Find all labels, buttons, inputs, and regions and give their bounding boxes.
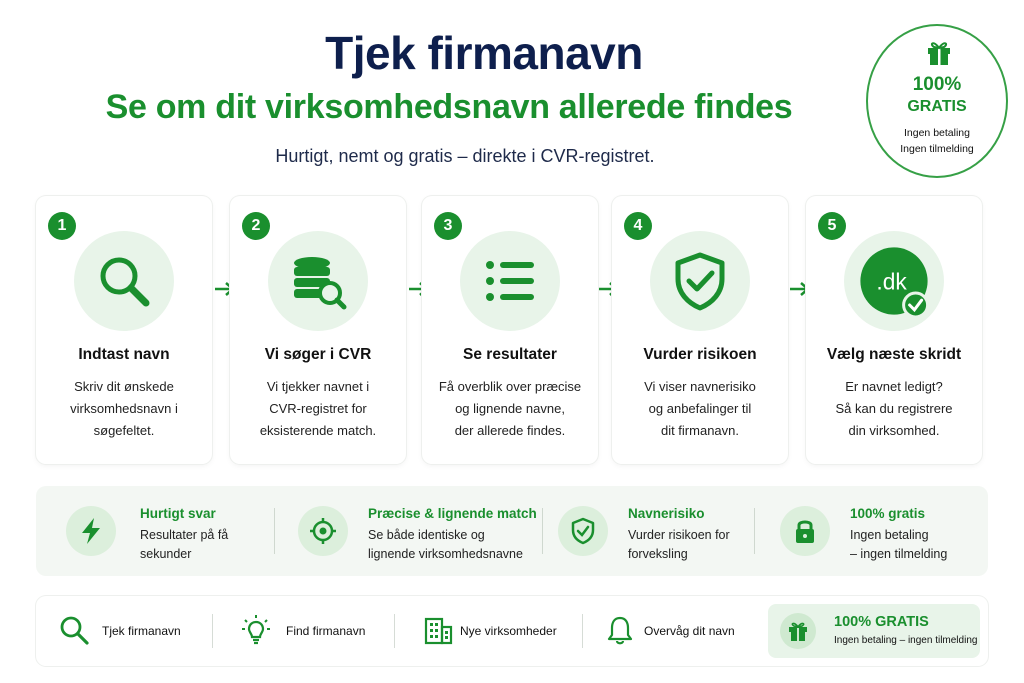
feature-desc-line: Vurder risikoen for bbox=[628, 528, 730, 542]
step-desc-line: CVR-registret for bbox=[269, 401, 367, 416]
feature-desc-line: Ingen betaling bbox=[850, 528, 929, 542]
step-desc-line: virksomhedsnavn i bbox=[70, 401, 178, 416]
step-desc-line: Få overblik over præcise bbox=[438, 379, 582, 394]
dk-text: .dk bbox=[876, 268, 907, 295]
nav-label: Overvåg dit navn bbox=[644, 624, 735, 638]
feature-title: 100% gratis bbox=[850, 506, 926, 521]
feature-desc bbox=[628, 526, 730, 564]
database-search-icon bbox=[288, 251, 348, 311]
step-title: Se resultater bbox=[463, 346, 557, 363]
step-desc-line: Så kan du registrere bbox=[835, 401, 953, 416]
divider bbox=[542, 508, 543, 554]
feature-desc bbox=[850, 526, 947, 564]
step-icon-circle bbox=[844, 231, 944, 331]
feature-title: Præcise & lignende match bbox=[368, 506, 537, 521]
page-title: Tjek firmanavn bbox=[325, 27, 643, 79]
step-title: Vurder risikoen bbox=[643, 346, 757, 363]
search-icon bbox=[94, 251, 154, 311]
features-strip bbox=[36, 486, 988, 576]
step-description bbox=[816, 376, 972, 442]
nav-label: Tjek firmanavn bbox=[102, 624, 181, 638]
step-icon-circle bbox=[74, 231, 174, 331]
free-badge bbox=[866, 24, 1008, 178]
step-card-5 bbox=[806, 196, 982, 464]
step-desc-line: eksisterende match. bbox=[259, 423, 377, 438]
feature-desc bbox=[140, 526, 228, 564]
step-desc-line: dit firmanavn. bbox=[660, 423, 740, 438]
badge-no-signup: Ingen tilmelding bbox=[900, 143, 974, 155]
free-badge-bottom bbox=[768, 604, 980, 658]
feature-title: Navnerisiko bbox=[628, 506, 705, 521]
bottom-nav bbox=[36, 596, 988, 666]
step-title: Vi søger i CVR bbox=[264, 346, 372, 363]
nav-label: Nye virksomheder bbox=[460, 624, 557, 638]
step-card-3 bbox=[422, 196, 598, 464]
step-title: Indtast navn bbox=[78, 346, 170, 363]
page-subtitle: Se om dit virksomhedsnavn allerede findes bbox=[105, 88, 793, 126]
step-icon-circle bbox=[460, 231, 560, 331]
step-number: 4 bbox=[624, 212, 652, 240]
step-number: 2 bbox=[242, 212, 270, 240]
badge-gratis: GRATIS bbox=[907, 98, 967, 115]
feature-title: Hurtigt svar bbox=[140, 506, 216, 521]
feature-desc-line: sekunder bbox=[140, 547, 192, 561]
feature-icon-circle bbox=[558, 506, 608, 556]
lock-icon bbox=[791, 517, 819, 545]
divider bbox=[274, 508, 275, 554]
nav-label: Find firmanavn bbox=[286, 624, 366, 638]
gift-icon bbox=[924, 38, 954, 68]
step-desc-line: Er navnet ledigt? bbox=[845, 379, 943, 394]
step-desc-line: din virksomhed. bbox=[848, 423, 940, 438]
divider bbox=[754, 508, 755, 554]
step-desc-line: der allerede findes. bbox=[454, 423, 566, 438]
tagline: Hurtigt, nemt og gratis – direkte i CVR-registret. bbox=[275, 146, 655, 166]
search-icon bbox=[58, 614, 90, 646]
feature-icon-circle bbox=[298, 506, 348, 556]
badge-title: 100% GRATIS bbox=[834, 614, 929, 630]
step-icon-circle bbox=[268, 231, 368, 331]
feature-desc-line: lignende virksomhedsnavne bbox=[368, 547, 523, 561]
list-icon bbox=[480, 251, 540, 311]
gift-icon-circle bbox=[780, 613, 816, 649]
feature-icon-circle bbox=[66, 506, 116, 556]
step-desc-line: og anbefalinger til bbox=[648, 401, 752, 416]
building-icon bbox=[422, 614, 454, 646]
step-card-1 bbox=[36, 196, 212, 464]
shield-check-icon bbox=[569, 517, 597, 545]
step-title: Vælg næste skridt bbox=[826, 346, 962, 363]
badge-no-payment: Ingen betaling bbox=[904, 127, 970, 139]
badge-percent: 100% bbox=[912, 74, 962, 95]
step-number: 3 bbox=[434, 212, 462, 240]
divider bbox=[394, 614, 395, 648]
step-number: 1 bbox=[48, 212, 76, 240]
step-card-4 bbox=[612, 196, 788, 464]
divider bbox=[582, 614, 583, 648]
lightning-icon bbox=[77, 517, 105, 545]
step-description bbox=[46, 376, 202, 442]
dk-domain-icon bbox=[858, 245, 930, 317]
step-desc-line: Vi viser navnerisiko bbox=[644, 379, 756, 394]
feature-desc-line: forveksling bbox=[628, 547, 688, 561]
step-icon-circle bbox=[650, 231, 750, 331]
target-icon bbox=[309, 517, 337, 545]
bell-icon bbox=[604, 614, 636, 646]
gift-icon bbox=[787, 620, 809, 642]
step-desc-line: Skriv dit ønskede bbox=[74, 379, 174, 394]
step-desc-line: Vi tjekker navnet i bbox=[266, 379, 370, 394]
feature-desc-line: – ingen tilmelding bbox=[850, 547, 948, 561]
step-description bbox=[432, 376, 588, 442]
shield-check-icon bbox=[670, 251, 730, 311]
divider bbox=[212, 614, 213, 648]
lightbulb-icon bbox=[240, 614, 272, 646]
step-card-2 bbox=[230, 196, 406, 464]
step-description bbox=[240, 376, 396, 442]
step-desc-line: og lignende navne, bbox=[455, 401, 565, 416]
steps-row bbox=[36, 196, 990, 464]
feature-desc-line: Resultater på få bbox=[140, 528, 229, 542]
feature-desc-line: Se både identiske og bbox=[368, 528, 485, 542]
feature-desc bbox=[368, 526, 523, 564]
step-desc-line: søgefeltet. bbox=[93, 423, 155, 438]
badge-subtitle: Ingen betaling – ingen tilmelding bbox=[834, 635, 978, 646]
step-description bbox=[622, 376, 778, 442]
feature-icon-circle bbox=[780, 506, 830, 556]
step-number: 5 bbox=[818, 212, 846, 240]
